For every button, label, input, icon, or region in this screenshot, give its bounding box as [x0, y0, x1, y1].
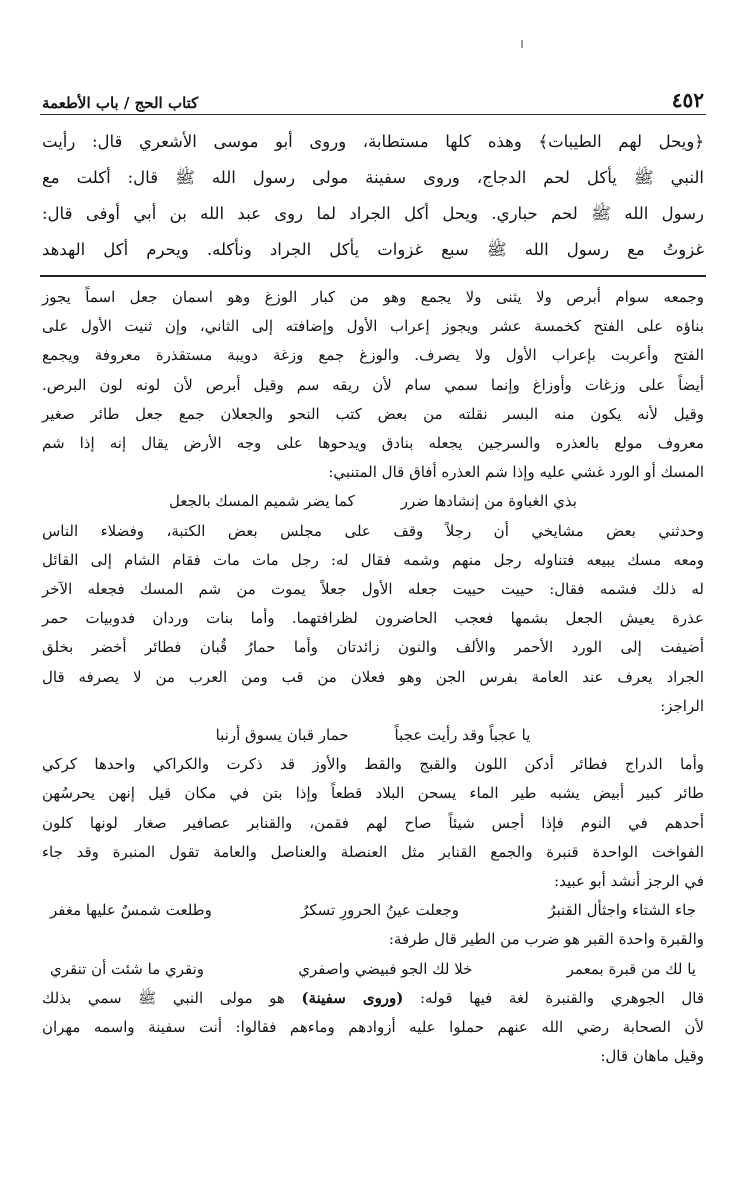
- header-rule: [40, 114, 706, 115]
- verse-hemistich: يا عجباً وقد رأيت عجباً: [394, 726, 531, 745]
- verse-tarafa: [42, 955, 704, 984]
- verse-hemistich: حمار قبان يسوق أرنبا: [215, 726, 349, 745]
- verse-hemistich: كما يضر شميم المسك بالجعل: [169, 492, 355, 511]
- footnotes: [42, 283, 704, 1071]
- note-line: ومعه مسك يبيعه فتناوله رجل منهم وشمه فقال له: رجل مات مات فقام الشام إلى القائل: [42, 550, 704, 569]
- note-line: الجراد يعرف عند العامة بفرس الجن وهو فعلان من قب ومن العرب من لا يصرفه قال: [42, 667, 704, 686]
- page-number: ٤٥٢: [671, 88, 704, 112]
- note-line: المسك أو الورد غشي عليه وإذا شم العذره أفاق قال المتنبي:: [328, 463, 704, 482]
- note-line: معروف مولع بالعذره والسرجين يجعله بنادق ويدحوها على وجه الأرض يقال إنه إذا شم: [42, 434, 704, 453]
- main-line: رسول الله ﷺ لحم حباري. ويحل أكل الجراد لما روى عبد الله بن أبي أوفى قال:: [42, 204, 704, 223]
- verse-hemistich: خلا لك الجو فبيضي واصفري: [298, 959, 473, 978]
- verse-qunbur: [42, 896, 704, 925]
- note-line: عذرة يعيش الجعل بشمها فعجب الحاضرون لظرافتهما. وأما بنات وردان فدوبيات حمر: [42, 609, 704, 628]
- main-text: [42, 124, 704, 268]
- quoted-phrase: (وروى سفينة): [301, 988, 404, 1007]
- note-line: الفتح وأعربت بإعراب الأول ولا يصرف. والوزغ جمع وزغة دويبة مستقذرة معروفة ويجمع: [42, 346, 704, 365]
- note-text: قال الجوهري والقنبرة لغة فيها قوله:: [403, 988, 705, 1007]
- note-line: الراجز:: [660, 696, 704, 715]
- note-line: في الرجز أنشد أبو عبيد:: [554, 872, 704, 891]
- note-line: له ذلك فشمه فقال: حييت حييت جعله الأول جعلاً يموت من شم المسك فجعله الآخر: [42, 580, 704, 599]
- note-line: أحدهم في النوم فإذا أجس شيئاً صاح لهم فقمن، والقنابر عصافير صغار لونها كلون: [42, 813, 704, 832]
- verse-rajaz: [42, 721, 704, 750]
- footnote-rule: [40, 275, 706, 277]
- verse-hemistich: ونقري ما شئت أن تنقري: [50, 959, 205, 978]
- running-title: كتاب الحج / باب الأطعمة: [42, 94, 199, 112]
- verse-hemistich: وجعلت عينُ الحرورِ تسكرُ: [301, 901, 459, 920]
- note-line: وقيل لأنه يكون منه البسر نقلته من بعض كتب النحو والجعلان جمع جعل طائر صغير: [42, 404, 704, 423]
- note-line: وأما الدراج فطائر أدكن اللون والقبج والقط والأوز قد ذكرت والكراكي واحدها كركي: [42, 755, 704, 774]
- note-line: بناؤه على الفتح كخمسة عشر ويجوز إعراب الأول وإضافته إلى الثاني، وإن ثنيت الأول على: [42, 317, 704, 336]
- note-text: هو مولى النبي ﷺ سمي بذلك: [42, 988, 302, 1007]
- verse-hemistich: وطلعت شمسٌ عليها مغفر: [50, 901, 212, 920]
- note-line: لأن الصحابة رضي الله عنهم حملوا عليه أزوادهم وماءهم فقالوا: أنت سفينة واسمه مهران: [42, 1018, 704, 1037]
- note-line: أيضاً على وزغات وأوزاغ وإنما سمي سام لأن ريقه سم وقيل أبرص لأن لونه لون البرص.: [42, 375, 704, 394]
- note-line: الفواخت الواحدة قنبرة والجمع القنابر مثل العنصلة والعناصل والعامة تقول المنبرة وقد جاء: [42, 842, 704, 861]
- note-line: أضيفت إلى الورد الأحمر والألف والنون زائدتان وأما حمارُ قُبان فطائر أخضر بخلق: [42, 638, 704, 657]
- main-line: النبي ﷺ يأكل لحم الدجاج، وروى سفينة مولى رسول الله ﷺ قال: أكلت مع: [42, 168, 704, 187]
- note-line: [42, 984, 704, 1013]
- note-line: وقيل ماهان قال:: [600, 1047, 704, 1066]
- main-line: ﴿ويحل لهم الطيبات﴾ وهذه كلها مستطابة، وروى أبو موسى الأشعري قال: رأيت: [42, 132, 704, 151]
- note-line: والقبرة واحدة القبر هو ضرب من الطير قال طرفة:: [388, 930, 704, 949]
- note-line: طائر كبير أبيض يشبه طير الماء يسحن البلاد قطعاً وإذا بتن في مكان قيل إنهن يحرسُهن: [42, 784, 704, 803]
- verse-hemistich: جاء الشتاء واجثأل القنبرُ: [548, 901, 696, 920]
- main-line: غزوتُ مع رسول الله ﷺ سبع غزوات يأكل الجراد ونأكله. ويحرم أكل الهدهد: [42, 240, 704, 259]
- verse-hemistich: بذي الغباوة من إنشادها ضرر: [400, 492, 577, 511]
- verse-mutanabbi: [42, 487, 704, 516]
- verse-hemistich: يا لك من قبرة بمعمر: [566, 959, 696, 978]
- page-header: [42, 84, 704, 112]
- scan-mark: [521, 40, 523, 48]
- note-line: وحدثني بعض مشايخي أن رجلاً وقف على مجلس بعض الكتبة، وفضلاء الناس: [42, 521, 704, 540]
- note-line: وجمعه سوام أبرص ولا يثنى ولا يجمع وهو من كبار الوزغ وهو اسمان جعل اسماً يجوز: [42, 288, 704, 306]
